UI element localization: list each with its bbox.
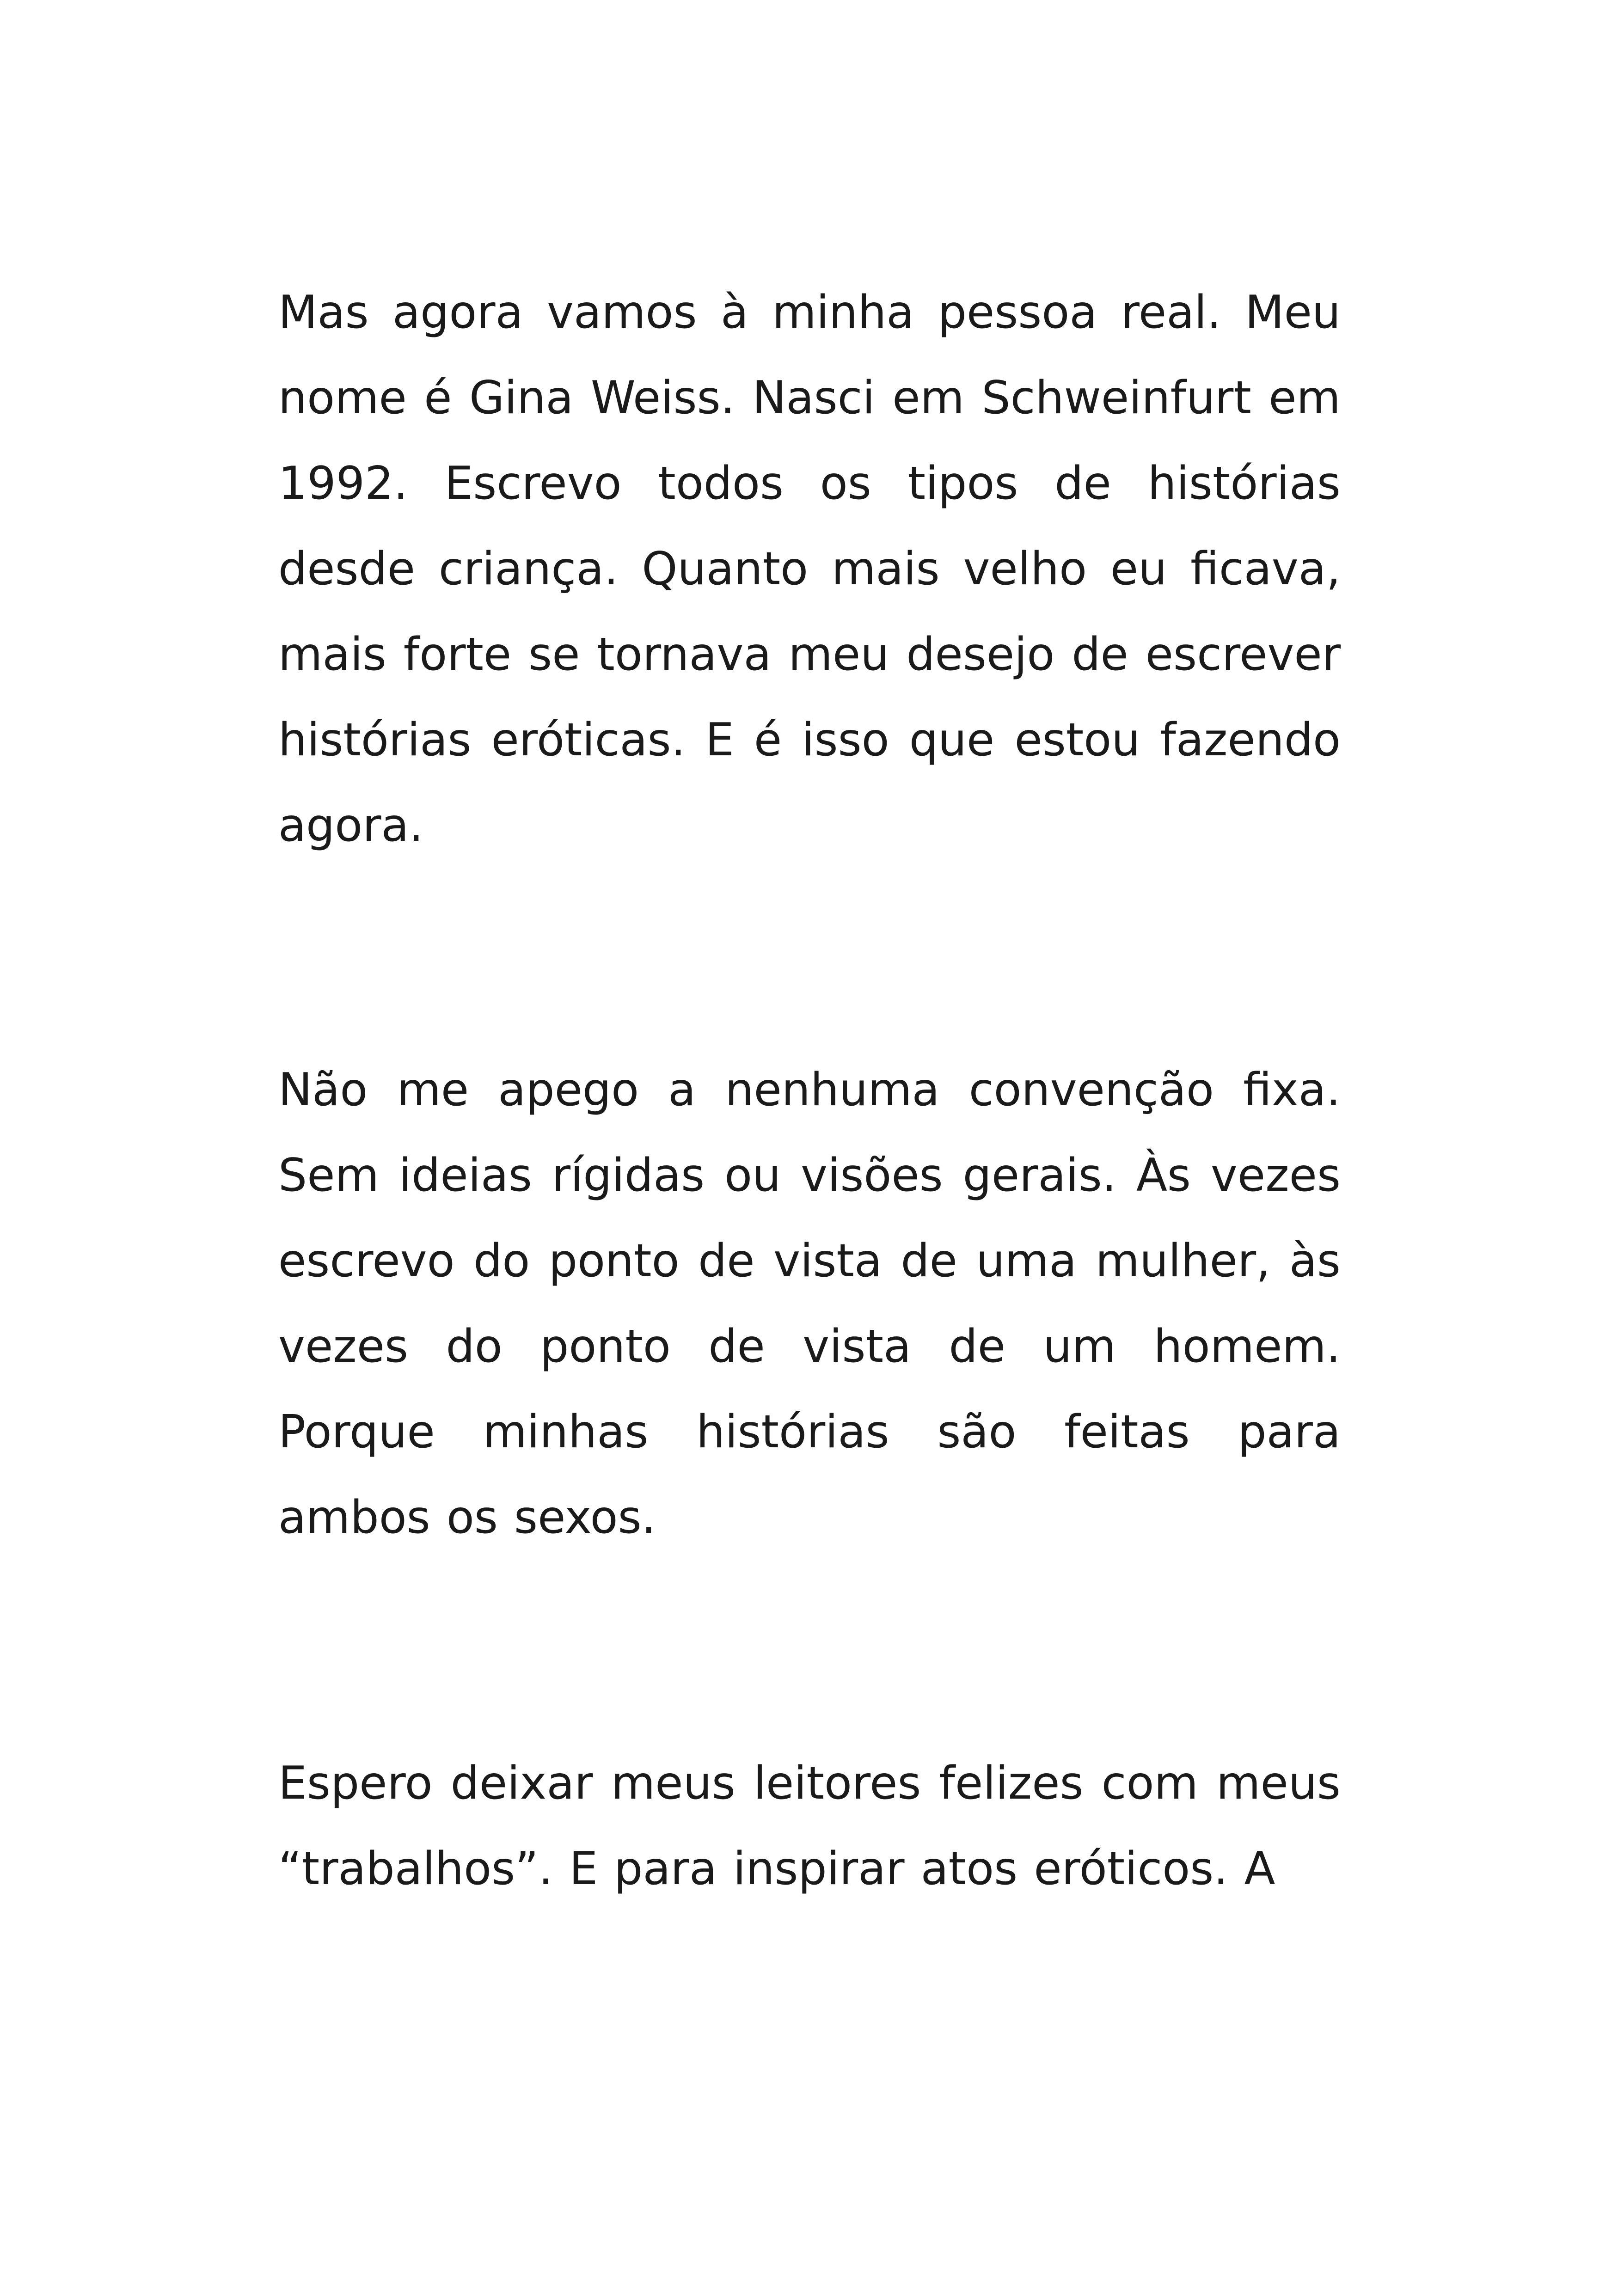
paragraph-2	[278, 1047, 1341, 1561]
paragraph-text: Espero deixar meus leitores felizes com meus “trabalhos”. E para inspirar atos eróticos. A	[278, 1757, 1341, 1895]
paragraph-1	[278, 270, 1341, 869]
paragraph-text: Mas agora vamos à minha pessoa real. Meu nome é Gina Weiss. Nasci em Schweinfurt em 1992. Escrevo todos os tipos de histórias desde criança. Quanto mais velho eu ficava, mais forte se tornava meu desejo de escrever histórias eróticas. E é isso que estou fazendo agora.	[278, 286, 1341, 852]
paragraph-text: Não me apego a nenhuma convenção fixa. Sem ideias rígidas ou visões gerais. Às vezes escrevo do ponto de vista de uma mulher, às vezes do ponto de vista de um homem. Porque minhas histórias são feitas para ambos os sexos.	[278, 1064, 1341, 1544]
paragraph-3	[278, 1741, 1341, 1912]
